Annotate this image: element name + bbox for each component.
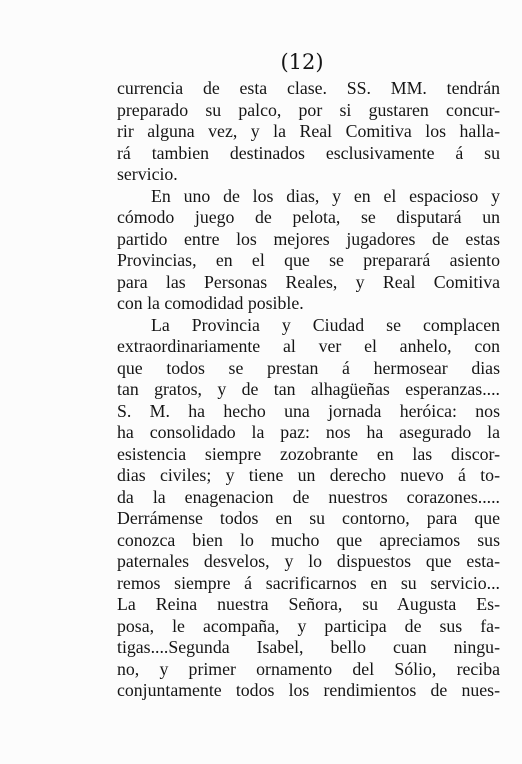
text-line: S. M. ha hecho una jornada heróica: nos: [117, 400, 500, 421]
text-line: partido entre los mejores jugadores de estas: [117, 228, 500, 249]
text-line: tigas....Segunda Isabel, bello cuan ningu-: [117, 637, 500, 657]
text-line: no, y primer ornamento del Sólio, reciba: [117, 658, 500, 679]
text-line: con la comodidad posible.: [117, 293, 304, 313]
text-line: dias civiles; y tiene un derecho nuevo á to-: [117, 465, 500, 485]
body-text: [117, 78, 500, 702]
text-line: tan gratos, y de tan alhagüeñas esperanzas....: [117, 379, 500, 399]
text-line: servicio.: [117, 164, 178, 184]
text-line: extraordinariamente al ver el anhelo, con: [117, 336, 500, 356]
paragraph-first-line: En uno de los dias, y en el espacioso y: [151, 185, 500, 206]
text-line: preparado su palco, por si gustaren concur-: [117, 99, 500, 120]
text-line: da la enagenacion de nuestros corazones.....: [117, 486, 500, 507]
text-line: ha consolidado la paz: nos ha asegurado la: [117, 422, 500, 442]
paragraph-first-line: La Provincia y Ciudad se complacen: [151, 314, 500, 335]
page-number: (12): [280, 50, 324, 74]
text-line: posa, le acompaña, y participa de sus fa-: [117, 615, 500, 636]
text-line: Provincias, en el que se preparará asiento: [117, 250, 500, 270]
text-line: rir alguna vez, y la Real Comitiva los halla-: [117, 121, 500, 141]
text-line: cómodo juego de pelota, se disputará un: [117, 207, 500, 227]
text-line: currencia de esta clase. SS. MM. tendrán: [117, 78, 500, 98]
text-line: Derrámense todos en su contorno, para que: [117, 508, 500, 528]
text-line: conjuntamente todos los rendimientos de nues-: [117, 680, 500, 700]
text-line: que todos se prestan á hermosear dias: [117, 357, 500, 378]
text-line: rá tambien destinados esclusivamente á su: [117, 142, 500, 163]
text-line: paternales desvelos, y lo dispuestos que esta-: [117, 551, 500, 571]
text-line: esistencia siempre zozobrante en las discor-: [117, 443, 500, 464]
text-line: La Reina nuestra Señora, su Augusta Es-: [117, 594, 500, 614]
text-line: conozca bien lo mucho que apreciamos sus: [117, 529, 500, 550]
text-line: para las Personas Reales, y Real Comitiva: [117, 271, 500, 292]
text-line: remos siempre á sacrificarnos en su servicio...: [117, 572, 500, 593]
